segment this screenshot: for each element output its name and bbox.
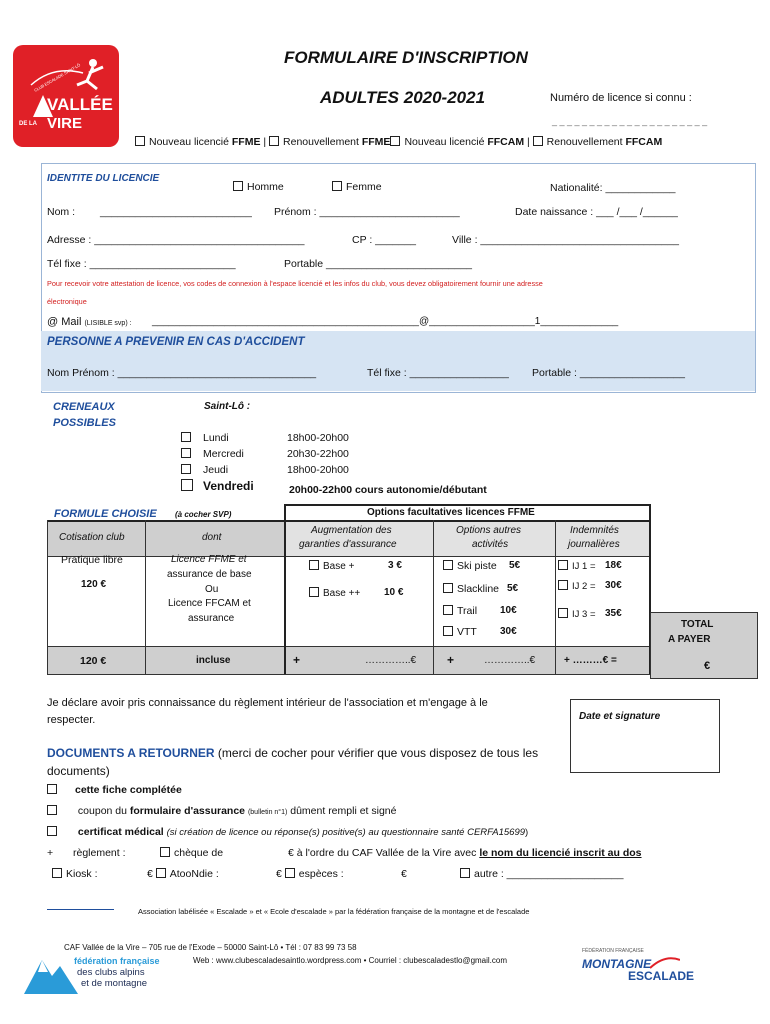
checkbox-renew-ffme[interactable] [269, 136, 279, 146]
ffme-mid: MONTAGNE [582, 957, 652, 971]
base-plus-label: Base + [323, 561, 355, 572]
mountain-icon [22, 954, 80, 996]
slot-mercredi[interactable] [181, 448, 244, 460]
choice-new-ffcam: Nouveau licencié [404, 136, 485, 148]
signature-label: Date et signature [579, 711, 661, 722]
doc-fiche-label: cette fiche complétée [75, 784, 182, 796]
slot-day: Vendredi [203, 479, 254, 493]
email-warning-2: électronique [47, 297, 87, 306]
line [47, 520, 650, 522]
trail-label: Trail [457, 605, 478, 617]
footer-plus-1: + [293, 653, 301, 667]
option-slackline[interactable] [443, 583, 499, 595]
ski-label: Ski piste [457, 560, 497, 572]
kiosk-label: Kiosk : [66, 868, 98, 880]
footer-shade [47, 646, 650, 674]
ffme-swoosh-icon [650, 956, 680, 970]
slot-lundi[interactable] [181, 432, 229, 444]
col-activites: Options autres [456, 525, 522, 536]
ffme-logo [578, 948, 708, 988]
declaration-text: Je déclare avoir pris connaissance du règlement intérieur de l'association et m'engage à le [47, 697, 488, 709]
checkbox-new-ffme[interactable] [135, 136, 145, 146]
line [284, 504, 650, 506]
naissance-field[interactable]: Date naissance : ___ /___ /______ [515, 206, 678, 218]
ordre-text: € à l'ordre du CAF Vallée de la Vire avec [288, 847, 477, 859]
mail-label [47, 316, 132, 328]
total-label: TOTAL [681, 619, 714, 630]
logo-de-la: DE LA [19, 121, 37, 127]
nom-field[interactable]: __________________________ [100, 206, 252, 218]
option-trail[interactable] [443, 605, 477, 617]
sep: | [527, 136, 530, 148]
declaration-text-2: respecter. [47, 714, 96, 726]
logo-vallee: VALLÉE [47, 95, 113, 114]
slot-day: Jeudi [203, 464, 229, 476]
cheque-label: chèque de [174, 847, 224, 859]
creneaux-title-2: POSSIBLES [53, 417, 116, 429]
col-augmentation-2: garanties d'assurance [299, 539, 397, 550]
pratique-libre: Pratique libre [61, 554, 123, 566]
slot-day: Mercredi [203, 448, 244, 460]
formule-table [47, 504, 650, 674]
euro: € [276, 868, 282, 880]
ffcam-line2: des clubs alpins [77, 967, 145, 978]
gender-homme[interactable] [233, 181, 284, 193]
documents-title-text: DOCUMENTS A RETOURNER [47, 746, 215, 760]
doc-coupon-d: dûment rempli et signé [290, 805, 397, 817]
slot-jeudi[interactable] [181, 464, 228, 476]
especes-label: espèces : [298, 868, 344, 880]
documents-title [47, 746, 538, 760]
identity-title: IDENTITE DU LICENCIE [47, 173, 160, 184]
slot-time: 18h00-20h00 [287, 432, 349, 444]
emergency-portable-field[interactable]: Portable : __________________ [532, 367, 685, 379]
licence-type-choices [135, 136, 662, 148]
base-pp-label: Base ++ [323, 588, 361, 599]
checkbox-renew-ffcam[interactable] [533, 136, 543, 146]
line [47, 556, 650, 557]
trail-price: 10€ [500, 605, 517, 616]
euro-3: € [401, 868, 407, 880]
footer-ij-sum: + ………€ = [564, 655, 617, 666]
pay-atoo[interactable] [147, 868, 219, 880]
footer-plus-2: + [447, 653, 455, 667]
mail-label-text: @ Mail [47, 316, 82, 328]
club-logo [13, 45, 119, 147]
doc-fiche[interactable] [47, 784, 182, 796]
line [47, 646, 650, 647]
total-euro[interactable]: € [704, 660, 711, 672]
base-pp-price: 10 € [384, 587, 404, 598]
ordre-underline: le nom du licencié inscrit au dos [479, 847, 642, 859]
ij3-price: 35€ [605, 608, 622, 619]
option-ij2[interactable] [558, 580, 596, 592]
footer-incluse: incluse [196, 655, 231, 666]
gender-femme[interactable] [332, 181, 382, 193]
ffcam-line3: et de montagne [81, 978, 148, 989]
email-warning: Pour recevoir votre attestation de licence, vos codes de connexion à l'espace licencié et les infos du club, vous devez obligatoirement fournir une adresse [47, 279, 543, 288]
euro: € [147, 868, 153, 880]
base-plus-price: 3 € [388, 560, 402, 571]
documents-title-2: documents) [47, 764, 110, 778]
line [555, 520, 556, 674]
pay-especes[interactable] [276, 868, 344, 880]
line [284, 504, 286, 674]
doc-coupon[interactable] [47, 805, 396, 817]
logo-vire: VIRE [47, 115, 83, 132]
choice-renew-ffcam-b: FFCAM [625, 136, 663, 148]
choice-renew-ffme-b: FFME [361, 136, 391, 148]
ffcam-logo [22, 954, 162, 996]
emergency-tel-field[interactable]: Tél fixe : _________________ [367, 367, 509, 379]
ij2-label: IJ 2 = [572, 581, 596, 592]
vtt-label: VTT [457, 626, 477, 638]
slack-label: Slackline [457, 583, 500, 595]
atoo-label: AtooNdie : [169, 868, 219, 880]
footer-sum-1: …………..€ [365, 655, 417, 666]
choice-new-ffme-b: FFME [231, 136, 261, 148]
homme-label: Homme [247, 181, 284, 193]
choice-new-ffme: Nouveau licencié [149, 136, 229, 148]
pay-kiosk[interactable] [52, 868, 98, 880]
doc-cert-b: (si création de licence ou réponse(s) positive(s) au questionnaire santé CERFA15699 [166, 827, 526, 838]
ski-price: 5€ [509, 560, 521, 571]
nationalite-field[interactable]: Nationalité: ____________ [550, 182, 676, 194]
footer-price: 120 € [80, 655, 107, 667]
footer-sum-2: …………..€ [484, 655, 536, 666]
mail-field[interactable]: ________________________________________________@___________________1______________ [152, 316, 619, 327]
ffcam-line1: fédération française [74, 956, 160, 966]
reglement-label: règlement : [73, 847, 126, 859]
col-indemnites-2: journalières [568, 539, 620, 550]
ij2-price: 30€ [605, 580, 622, 591]
line [433, 520, 434, 674]
col-indemnites: Indemnités [570, 525, 619, 536]
femme-label: Femme [346, 181, 382, 193]
formule-subtitle: (à cocher SVP) [175, 510, 232, 519]
slack-price: 5€ [507, 583, 519, 594]
cp-field[interactable]: CP : _______ [352, 234, 417, 246]
footer-web: Web : www.clubescaladesaintlo.wordpress.com • Courriel : clubescaladestlo@gmail.com [193, 956, 508, 965]
checkbox-new-ffcam[interactable] [390, 136, 400, 146]
choice-renew-ffcam: Renouvellement [546, 136, 623, 148]
choice-renew-ffme: Renouvellement [283, 136, 359, 148]
slot-vendredi[interactable] [181, 479, 254, 493]
creneaux-title: CRENEAUX [53, 401, 115, 413]
footer-address: CAF Vallée de la Vire – 705 rue de l'Exode – 50000 Saint-Lô • Tél : 07 83 99 73 58 [64, 943, 357, 952]
vtt-price: 30€ [500, 626, 517, 637]
ij3-label: IJ 3 = [572, 609, 596, 620]
formule-title: FORMULE CHOISIE [54, 508, 157, 520]
line [47, 520, 48, 674]
portable-field[interactable]: Portable _________________________ [284, 258, 473, 270]
emergency-title: PERSONNE A PREVENIR EN CAS D'ACCIDENT [47, 336, 305, 348]
pay-cheque[interactable] [160, 847, 223, 859]
slot-day: Lundi [203, 432, 229, 444]
sep: | [263, 136, 267, 148]
autre-label: autre : ____________________ [474, 868, 624, 880]
ffme-bot: ESCALADE [628, 969, 695, 983]
line [47, 674, 650, 675]
form-subtitle: ADULTES 2020-2021 [320, 88, 486, 107]
option-base-pp[interactable] [309, 587, 360, 599]
dont-line: Ou [205, 584, 219, 595]
footer-label: Association labélisée « Escalade » et « Ecole d'escalade » par la fédération française de la montagne et de l'escalade [138, 907, 530, 916]
licence-label: Numéro de licence si connu : [550, 92, 692, 104]
ij1-label: IJ 1 = [572, 561, 596, 572]
footer-rule [47, 909, 114, 910]
col-activites-2: activités [472, 539, 509, 550]
dont-line: assurance de base [167, 569, 252, 580]
cheque-ordre [288, 847, 642, 859]
doc-cert-c: ) [525, 827, 529, 838]
total-label-2: A PAYER [668, 634, 711, 645]
cotisation-price: 120 € [81, 579, 107, 590]
nom-label: Nom : [47, 206, 76, 218]
ville-field[interactable]: Ville : __________________________________ [452, 234, 679, 246]
emergency-name-field[interactable]: Nom Prénom : __________________________________ [47, 367, 317, 379]
doc-cert-a: certificat médical [77, 826, 164, 838]
col-dont: dont [202, 532, 222, 543]
pay-autre[interactable] [460, 868, 623, 880]
licence-input[interactable]: _ _ _ _ _ _ _ _ _ _ _ _ _ _ _ _ _ _ _ _ _ [552, 116, 708, 126]
mail-label-small: (LISIBLE svp) : [84, 320, 132, 327]
doc-certificat[interactable] [47, 826, 528, 838]
col-augmentation: Augmentation des [311, 525, 392, 536]
doc-coupon-a: coupon du [77, 805, 127, 817]
dont-line: assurance [188, 613, 235, 624]
option-ij1[interactable] [558, 560, 596, 572]
doc-coupon-c: (bulletin n°1) [247, 809, 288, 816]
slot-time: 18h00-20h00 [287, 464, 349, 476]
tel-fixe-field[interactable]: Tél fixe : _________________________ [47, 258, 236, 270]
logo-curve-text: CLUB ESCALADE SAINT-LÔ [33, 62, 82, 93]
line [145, 520, 146, 674]
options-title: Options facultatives licences FFME [367, 507, 535, 518]
ij1-price: 18€ [605, 560, 622, 571]
dont-line: Licence FFME et [171, 554, 247, 565]
option-ski[interactable] [443, 560, 497, 572]
col-cotisation: Cotisation club [59, 532, 125, 543]
prenom-field[interactable]: Prénom : ________________________ [274, 206, 460, 218]
dont-line: Licence FFCAM et [168, 598, 251, 609]
reglement-plus: + [47, 847, 54, 859]
choice-new-ffcam-b: FFCAM [487, 136, 525, 148]
option-ij3[interactable] [558, 608, 596, 620]
ffme-top: FÉDÉRATION FRANÇAISE [582, 948, 644, 954]
adresse-field[interactable]: Adresse : ____________________________________ [47, 234, 305, 246]
form-title: FORMULAIRE D'INSCRIPTION [284, 48, 528, 67]
documents-title-rest: (merci de cocher pour vérifier que vous disposez de tous les [217, 746, 539, 760]
option-base-plus[interactable] [309, 560, 354, 572]
creneaux-place: Saint-Lô : [204, 401, 251, 412]
option-vtt[interactable] [443, 626, 477, 638]
doc-coupon-b: formulaire d'assurance [129, 805, 246, 817]
slot-time: 20h00-22h00 cours autonomie/débutant [289, 484, 487, 496]
slot-time: 20h30-22h00 [287, 448, 349, 460]
